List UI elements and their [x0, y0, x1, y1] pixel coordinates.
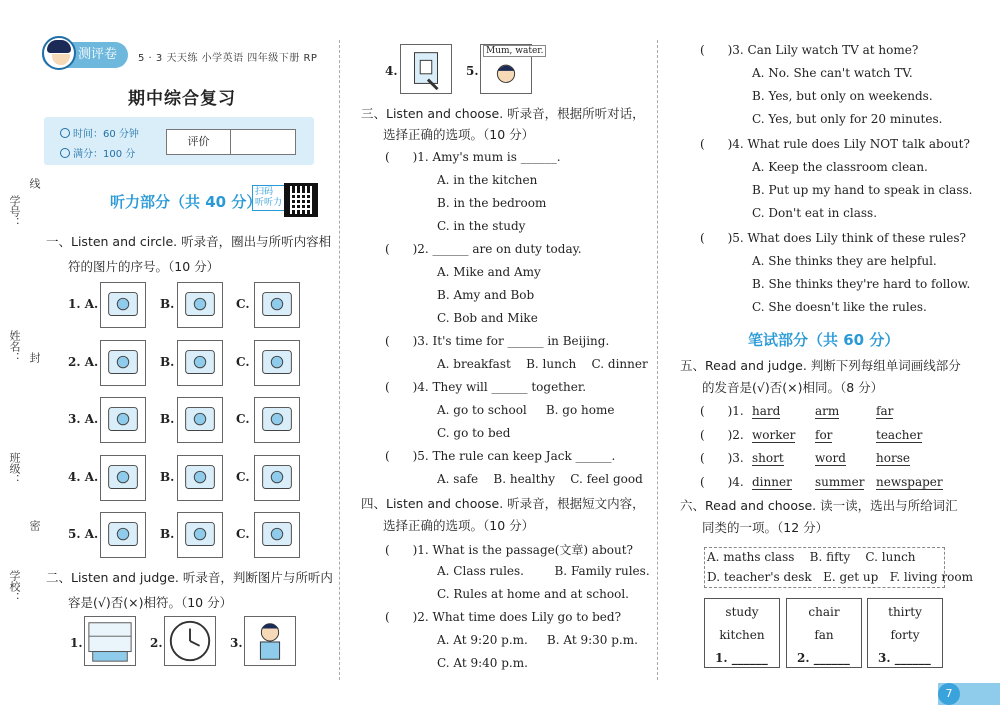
s4-question[interactable]: ( )5. What does Lily think of these rules? [700, 231, 966, 245]
options-row-2: D. teacher's desk E. get up F. living room [707, 570, 973, 584]
s4-instruction-2: 选择正确的选项。（10 分） [383, 518, 535, 533]
word-box [704, 598, 780, 668]
s1-row-num: 5. A. [68, 527, 99, 541]
page-title: 期中综合复习 [128, 89, 236, 109]
option-c-label: C. [236, 412, 250, 426]
music-picture[interactable] [177, 397, 223, 443]
s5-row-num[interactable]: ( )1. [700, 404, 744, 418]
answer-blank[interactable]: 1. ______ [715, 651, 768, 665]
s4-instruction: 四、Listen and choose. 听录音，根据短文内容， [361, 496, 645, 511]
toilet-picture[interactable] [177, 340, 223, 386]
word-2: fan [814, 628, 834, 642]
option-c-label: C. [236, 527, 250, 541]
fan-picture[interactable] [254, 282, 300, 328]
math-picture[interactable] [100, 397, 146, 443]
secret-char: 密 [28, 520, 41, 531]
writing-title: 笔试部分（共 60 分） [748, 331, 900, 349]
shelf-picture[interactable] [100, 340, 146, 386]
kitchen-picture[interactable] [254, 340, 300, 386]
s5-word: hard [752, 404, 781, 418]
s4-option-b[interactable]: B. She thinks they're hard to follow. [752, 277, 971, 291]
s3-option-c[interactable]: C. Bob and Mike [437, 311, 538, 325]
score-text: 满分：100 分 [73, 149, 136, 160]
s1-instruction-2: 符的图片的序号。（10 分） [68, 259, 220, 274]
art-picture[interactable] [254, 397, 300, 443]
answer-blank[interactable]: 3. ______ [878, 651, 931, 665]
name-label: 姓名： [8, 330, 21, 363]
s5-row-num[interactable]: ( )2. [700, 427, 744, 442]
s2-instruction: 二、Listen and judge. 听录音，判断图片与所听内 [46, 570, 333, 585]
boy-washing-picture [244, 616, 296, 666]
lamp-picture[interactable] [177, 282, 223, 328]
option-b-label: B. [160, 527, 175, 541]
s6-instruction: 六、Read and choose. 读一读，选出与所给词汇 [680, 498, 958, 513]
speech-bubble: Mum, water. [483, 45, 546, 57]
check-icon [60, 148, 70, 158]
s4-option-a[interactable]: A. Class rules. B. Family rules. [437, 564, 650, 578]
s3-question[interactable]: ( )4. They will ______ together. [385, 380, 587, 394]
s5-word: dinner [752, 474, 792, 489]
s2-num-4: 4. [385, 64, 398, 78]
s3-option-a[interactable]: A. breakfast B. lunch C. dinner [437, 357, 648, 371]
time-text: 时间：60 分钟 [73, 129, 139, 140]
school-label: 学校： [8, 570, 21, 603]
word-1: study [725, 605, 759, 619]
s3-question[interactable]: ( )5. The rule can keep Jack ______. [385, 449, 616, 463]
s2-num-3: 3. [230, 636, 243, 650]
s5-word: short [752, 451, 784, 465]
page-number: 7 [938, 683, 960, 705]
switch-picture [400, 44, 452, 94]
option-b-label: B. [160, 470, 175, 484]
s1-instruction: 一、Listen and circle. 听录音，圈出与所听内容相 [46, 234, 332, 249]
s4-option-b[interactable]: B. Put up my hand to speak in class. [752, 183, 973, 197]
option-c-label: C. [236, 297, 250, 311]
s4-question[interactable]: ( )1. What is the passage(文章) about? [385, 543, 633, 557]
word-box [786, 598, 862, 668]
s3-option-b[interactable]: B. in the bedroom [437, 196, 547, 210]
test-badge: 测评卷 [42, 42, 128, 68]
s4-option-c[interactable]: C. She doesn't like the rules. [752, 300, 927, 314]
desk-picture[interactable] [254, 455, 300, 501]
options-box [704, 547, 973, 588]
class-label: 班级： [8, 452, 21, 485]
s1-row-num: 4. A. [68, 470, 99, 484]
boy-fold-picture[interactable] [100, 512, 146, 558]
word-box [867, 598, 943, 668]
s1-row-num: 3. A. [68, 412, 99, 426]
series-info: 5 · 3 天天练 小学英语 四年级下册 RP [138, 53, 318, 64]
s5-word: horse [876, 451, 910, 465]
s3-question[interactable]: ( )2. ______ are on duty today. [385, 242, 582, 256]
seal-line-char: 线 [28, 178, 41, 189]
s3-instruction: 三、Listen and choose. 听录音，根据所听对话， [361, 106, 645, 121]
s5-word: for [815, 427, 833, 442]
answer-blank[interactable]: 2. ______ [797, 651, 850, 665]
s4-option-b[interactable]: C. Rules at home and at school. [437, 587, 629, 601]
option-b-label: B. [160, 355, 175, 369]
s4-option-b[interactable]: C. At 9:40 p.m. [437, 656, 528, 670]
s1-row-num: 1. A. [68, 297, 99, 311]
word-1: thirty [888, 605, 922, 619]
classroom-picture [84, 616, 136, 666]
column-divider [339, 40, 340, 680]
s6-instruction-2: 同类的一项。（12 分） [702, 520, 829, 535]
s3-option-b[interactable]: C. go to bed [437, 426, 511, 440]
s5-word: word [815, 451, 846, 465]
s3-question[interactable]: ( )1. Amy's mum is ______. [385, 150, 561, 164]
mascot-icon [42, 36, 76, 70]
evaluation-box[interactable] [166, 129, 296, 155]
s3-option-a[interactable]: A. go to school B. go home [437, 403, 615, 417]
s3-option-a[interactable]: A. safe B. healthy C. feel good [437, 472, 643, 486]
word-1: chair [808, 605, 840, 619]
s3-option-a[interactable]: A. Mike and Amy [437, 265, 541, 279]
word-2: kitchen [719, 628, 765, 642]
s5-row-num[interactable]: ( )3. [700, 451, 744, 465]
option-c-label: C. [236, 355, 250, 369]
s1-row-num: 2. A. [68, 355, 99, 369]
s3-option-b[interactable]: B. Amy and Bob [437, 288, 535, 302]
s4-question[interactable]: ( )2. What time does Lily go to bed? [385, 610, 622, 624]
s5-word: far [876, 404, 894, 418]
s4-option-c[interactable]: C. Don't eat in class. [752, 206, 878, 220]
door-picture[interactable] [100, 455, 146, 501]
eval-label: 评价 [167, 130, 231, 154]
s5-instruction-2: 的发音是(√)否(×)相同。（8 分） [702, 380, 884, 395]
s3-option-a[interactable]: A. in the kitchen [437, 173, 538, 187]
clock-picture [164, 616, 216, 666]
option-b-label: B. [160, 297, 175, 311]
s4-question[interactable]: ( )3. Can Lily watch TV at home? [700, 43, 919, 57]
student-id-label: 学号： [8, 195, 21, 228]
s4-option-a[interactable]: A. She thinks they are helpful. [752, 254, 937, 268]
s2-num-5: 5. [466, 64, 479, 78]
s5-row-num[interactable]: ( )4. [700, 474, 744, 489]
seal-char: 封 [28, 352, 41, 363]
s2-num-2: 2. [150, 636, 163, 650]
s4-option-b[interactable]: B. Yes, but only on weekends. [752, 89, 933, 103]
boy-write-picture[interactable] [177, 512, 223, 558]
clock-icon [60, 128, 70, 138]
s2-num-1: 1. [70, 636, 83, 650]
option-b-label: B. [160, 412, 175, 426]
boy-wash-picture[interactable] [254, 512, 300, 558]
s4-option-a[interactable]: A. Keep the classroom clean. [752, 160, 928, 174]
s4-option-a[interactable]: A. No. She can't watch TV. [752, 66, 913, 80]
s5-word: arm [815, 404, 840, 418]
option-c-label: C. [236, 470, 250, 484]
s3-option-c[interactable]: C. in the study [437, 219, 526, 233]
s4-option-a[interactable]: A. At 9:20 p.m. B. At 9:30 p.m. [437, 633, 638, 647]
tv-picture[interactable] [100, 282, 146, 328]
s5-instruction: 五、Read and judge. 判断下列每组单词画线部分 [680, 358, 961, 373]
options-row-1: A. maths class B. fifty C. lunch [707, 550, 916, 564]
qr-code-icon[interactable] [284, 183, 318, 217]
s3-question[interactable]: ( )3. It's time for ______ in Beijing. [385, 334, 610, 348]
scan-label: 扫码 听听力 [252, 185, 285, 211]
s5-word: worker [752, 427, 796, 442]
s5-word: newspaper [876, 474, 943, 489]
listening-title: 听力部分（共 40 分） [110, 193, 262, 211]
s5-word: teacher [876, 427, 923, 442]
s5-word: summer [815, 474, 865, 489]
s3-instruction-2: 选择正确的选项。（10 分） [383, 127, 535, 142]
column-divider [657, 40, 658, 680]
window-picture[interactable] [177, 455, 223, 501]
s4-option-c[interactable]: C. Yes, but only for 20 minutes. [752, 112, 943, 126]
word-2: forty [890, 628, 920, 642]
s4-question[interactable]: ( )4. What rule does Lily NOT talk about? [700, 137, 970, 151]
s2-instruction-2: 容是(√)否(×)相符。（10 分） [68, 595, 233, 610]
